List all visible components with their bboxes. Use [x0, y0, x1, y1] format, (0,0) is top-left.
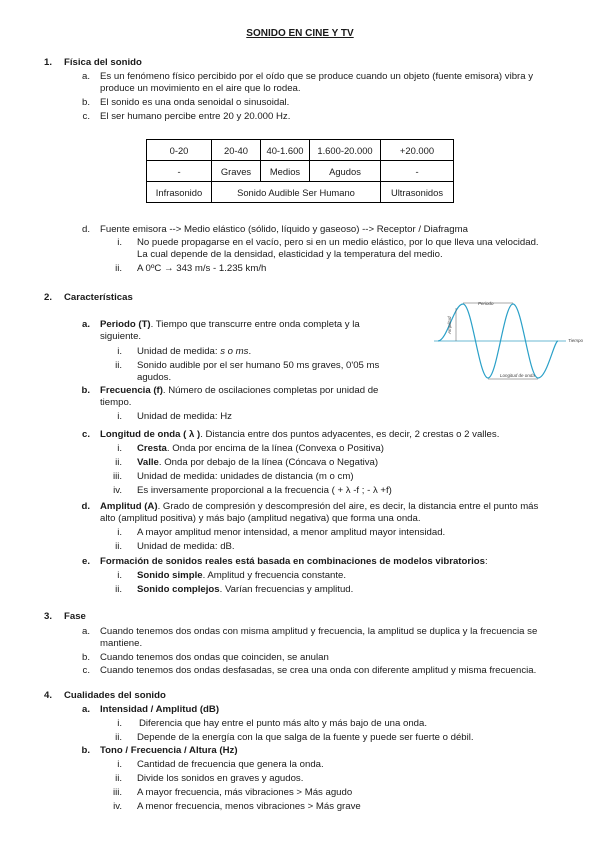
- table-cell: 20-40: [212, 140, 261, 161]
- term: Longitud de onda ( λ ): [100, 429, 201, 440]
- section-4-heading: Cualidades del sonido: [64, 690, 166, 701]
- definition: . Grado de compresión y descompresión del aire, es decir, la distancia entre el punto más: [157, 501, 539, 512]
- term: Cresta: [137, 443, 167, 454]
- list-marker: c.: [81, 429, 90, 440]
- amplitud-label: Amplitud: [447, 316, 452, 334]
- section-4-number: 4.: [43, 690, 52, 701]
- list-marker: c.: [82, 111, 90, 122]
- term: Periodo (T): [100, 319, 151, 330]
- term: Amplitud (A): [100, 501, 158, 512]
- list-marker: iii.: [112, 471, 122, 482]
- s2-e-text: [100, 556, 488, 568]
- table-row: [147, 140, 454, 161]
- s2-a-text-1: [100, 319, 360, 331]
- s2-d-i-text: A mayor amplitud menor intensidad, a menor amplitud mayor intensidad.: [137, 527, 446, 538]
- section-3-number: 3.: [43, 611, 52, 622]
- table-cell: Graves: [212, 161, 261, 182]
- list-marker: a.: [81, 319, 90, 330]
- s2-e-ii-text: [137, 584, 353, 596]
- s1-a-text-2: produce un movimiento en el aire que lo rodea.: [100, 83, 301, 94]
- s4-b-iv-text: A menor frecuencia, menos vibraciones > Más grave: [137, 801, 361, 812]
- list-marker: d.: [81, 501, 90, 512]
- s4-b-iii-text: A mayor frecuencia, más vibraciones > Más agudo: [137, 787, 353, 798]
- section-2-number: 2.: [43, 292, 52, 303]
- definition: . Distancia entre dos puntos adyacentes, es decir, 2 crestas o 2 valles.: [200, 429, 500, 440]
- definition: . Onda por debajo de la línea (Cóncava o Negativa): [158, 457, 379, 468]
- longitud-label: Longitud de onda: [500, 373, 535, 378]
- list-marker: i.: [117, 443, 122, 454]
- s2-a-text-2: siguiente.: [100, 331, 142, 342]
- s3-a-text-2: mantiene.: [100, 638, 143, 649]
- s2-c-iv-text: Es inversamente proporcional a la frecuencia ( + λ -f ; - λ +f): [137, 485, 392, 496]
- term: Sonido simple: [137, 570, 203, 581]
- s2-a-ii-text-2: agudos.: [137, 372, 172, 383]
- s4-b-ii-text: Divide los sonidos en graves y agudos.: [137, 773, 304, 784]
- list-marker: ii.: [115, 584, 122, 595]
- s1-d-i-text-1: No puede propagarse en el vacío, pero si en un medio elástico, por lo que lleva una velocidad.: [137, 237, 539, 248]
- definition: . Tiempo que transcurre entre onda completa y la: [150, 319, 360, 330]
- list-marker: a.: [81, 71, 90, 82]
- section-3-heading: Fase: [64, 611, 86, 622]
- list-marker: a.: [81, 626, 90, 637]
- s3-c-text: Cuando tenemos dos ondas desfasadas, se crea una onda con diferente amplitud y misma frecuencia.: [100, 665, 537, 676]
- label: .: [248, 346, 252, 357]
- s3-b-text: Cuando tenemos dos ondas que coinciden, se anulan: [100, 652, 329, 663]
- s2-a-i-text: [137, 346, 251, 358]
- list-marker: b.: [81, 745, 90, 756]
- list-marker: ii.: [115, 541, 122, 552]
- s4-a-text: Intensidad / Amplitud (dB): [100, 704, 220, 715]
- definition: . Varían frecuencias y amplitud.: [219, 584, 354, 595]
- term: Sonido complejos: [137, 584, 220, 595]
- term: Valle: [137, 457, 159, 468]
- list-marker: iv.: [113, 485, 122, 496]
- list-marker: d.: [81, 224, 90, 235]
- list-marker: ii.: [115, 360, 122, 371]
- list-marker: ii.: [115, 773, 122, 784]
- wave-diagram: [430, 298, 590, 384]
- list-marker: i.: [117, 718, 122, 729]
- table-row: [147, 161, 454, 182]
- label: Unidad de medida:: [137, 346, 221, 357]
- s2-b-text-1: [100, 385, 378, 397]
- term: Formación de sonidos reales está basada en combinaciones de modelos vibratorios: [100, 556, 485, 567]
- table-cell: +20.000: [381, 140, 454, 161]
- list-marker: b.: [81, 385, 90, 396]
- list-marker: ii.: [115, 732, 122, 743]
- s2-c-ii-text: [137, 457, 378, 469]
- table-cell: Infrasonido: [147, 182, 212, 203]
- s1-d-ii-text: A 0ºC → 343 m/s - 1.235 km/h: [137, 263, 267, 274]
- definition: . Onda por encima de la línea (Convexa o Positiva): [166, 443, 384, 454]
- s4-b-i-text: Cantidad de frecuencia que genera la onda.: [137, 759, 324, 770]
- list-marker: e.: [81, 556, 90, 567]
- list-marker: i.: [117, 759, 122, 770]
- list-marker: c.: [82, 665, 90, 676]
- s2-c-i-text: [137, 443, 384, 455]
- table-cell: Sonido Audible Ser Humano: [212, 182, 381, 203]
- table-cell: -: [381, 161, 454, 182]
- s2-d-ii-text: Unidad de medida: dB.: [137, 541, 235, 552]
- definition: . Número de oscilaciones completas por unidad de: [162, 385, 379, 396]
- s3-a-text-1: Cuando tenemos dos ondas con misma amplitud y frecuencia, la amplitud se duplica y la frecuencia se: [100, 626, 538, 637]
- list-marker: ii.: [115, 457, 122, 468]
- list-marker: i.: [117, 527, 122, 538]
- s1-d-i-text-2: La cual depende de la densidad, elasticidad y la temperatura del medio.: [137, 249, 443, 260]
- list-marker: i.: [117, 237, 122, 248]
- table-cell: Agudos: [310, 161, 381, 182]
- s1-b-text: El sonido es una onda senoidal o sinusoidal.: [100, 97, 290, 108]
- s4-b-text: Tono / Frecuencia / Altura (Hz): [100, 745, 238, 756]
- s2-c-text: [100, 429, 499, 441]
- s2-b-i-text: Unidad de medida: Hz: [137, 411, 232, 422]
- term: Frecuencia (f): [100, 385, 163, 396]
- list-marker: i.: [117, 411, 122, 422]
- table-cell: Ultrasonidos: [381, 182, 454, 203]
- s2-b-text-2: tiempo.: [100, 397, 132, 408]
- list-marker: iv.: [113, 801, 122, 812]
- table-cell: 1.600-20.000: [310, 140, 381, 161]
- section-1-number: 1.: [43, 57, 52, 68]
- table-cell: -: [147, 161, 212, 182]
- list-marker: a.: [81, 704, 90, 715]
- table-cell: Medios: [261, 161, 310, 182]
- list-marker: i.: [117, 570, 122, 581]
- list-marker: b.: [81, 652, 90, 663]
- section-1-heading: Física del sonido: [64, 57, 142, 68]
- tiempo-label: Tiempo: [568, 338, 583, 343]
- table-cell: 0-20: [147, 140, 212, 161]
- label: :: [484, 556, 488, 567]
- s2-a-ii-text-1: Sonido audible por el ser humano 50 ms graves, 0'05 ms: [137, 360, 380, 371]
- s2-c-iii-text: Unidad de medida: unidades de distancia (m o cm): [137, 471, 354, 482]
- list-marker: ii.: [115, 263, 122, 274]
- s4-a-i-text: Diferencia que hay entre el punto más alto y más bajo de una onda.: [139, 718, 427, 729]
- table-cell: 40-1.600: [261, 140, 310, 161]
- s2-e-i-text: [137, 570, 346, 582]
- s4-a-ii-text: Depende de la energía con la que salga de la fuente y puede ser fuerte o débil.: [137, 732, 474, 743]
- table-row: [147, 182, 454, 203]
- document-title: SONIDO EN CINE Y TV: [246, 28, 354, 39]
- list-marker: i.: [117, 346, 122, 357]
- unit: s o ms: [220, 346, 249, 357]
- definition: . Amplitud y frecuencia constante.: [202, 570, 347, 581]
- s2-d-text-2: alto (amplitud positiva) y más bajo (amplitud negativa) que forma una onda.: [100, 513, 421, 524]
- s2-d-text-1: [100, 501, 538, 513]
- periodo-label: Periodo: [478, 301, 494, 306]
- s1-d-text: Fuente emisora --> Medio elástico (sólido, líquido y gaseoso) --> Receptor / Diafragma: [100, 224, 468, 235]
- s1-c-text: El ser humano percibe entre 20 y 20.000 Hz.: [100, 111, 291, 122]
- frequency-table: [146, 139, 454, 203]
- section-2-heading: Características: [64, 292, 133, 303]
- list-marker: iii.: [112, 787, 122, 798]
- list-marker: b.: [81, 97, 90, 108]
- s1-a-text-1: Es un fenómeno físico percibido por el oído que se produce cuando un objeto (fuente emisora) vibra y: [100, 71, 534, 82]
